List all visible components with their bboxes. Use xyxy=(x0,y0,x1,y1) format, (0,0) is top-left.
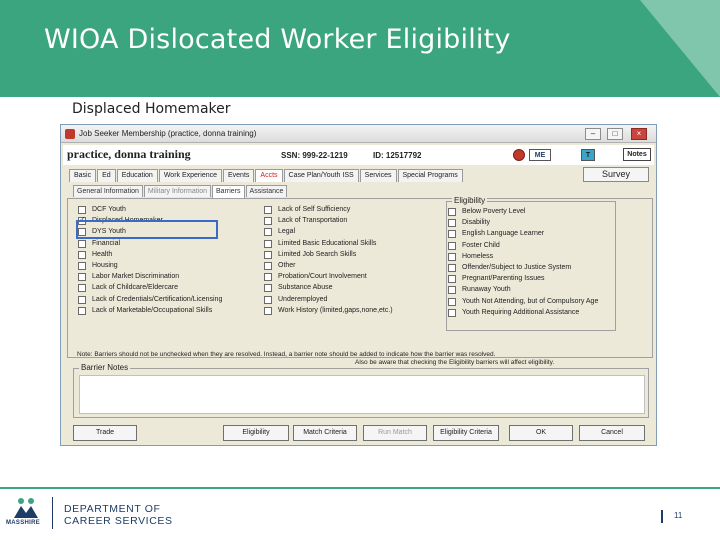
checkbox-label: Pregnant/Parenting Issues xyxy=(462,275,545,283)
checkbox-label: Lack of Self Sufficiency xyxy=(278,206,351,213)
ok-button[interactable]: OK xyxy=(509,425,573,441)
note-line-2: Also be aware that checking the Eligibility barriers will affect eligibility. xyxy=(355,359,555,366)
top-tabs xyxy=(69,169,464,183)
header-corner-decoration xyxy=(640,0,720,97)
cancel-button[interactable]: Cancel xyxy=(579,425,645,441)
tab-military-information[interactable]: Military Information xyxy=(144,185,211,197)
department-line-1: DEPARTMENT OF xyxy=(64,503,161,515)
window-titlebar[interactable] xyxy=(61,125,656,143)
barriers-panel xyxy=(67,198,653,358)
checkbox-label: Homeless xyxy=(462,252,494,260)
checkbox-label: Underemployed xyxy=(278,295,328,303)
checkbox[interactable] xyxy=(448,242,456,250)
tab-case-plan[interactable]: Case Plan/Youth ISS xyxy=(284,169,359,182)
checkbox[interactable] xyxy=(264,240,272,248)
checkbox-label: DCF Youth xyxy=(92,206,126,213)
checkbox-label: Lack of Marketable/Occupational Skills xyxy=(92,306,213,314)
checkbox[interactable] xyxy=(448,298,456,306)
tab-basic[interactable]: Basic xyxy=(69,169,96,182)
checkbox-label: Limited Basic Educational Skills xyxy=(278,239,377,247)
checkbox-label: English Language Learner xyxy=(462,230,545,238)
checkbox-label: Other xyxy=(278,262,296,269)
checkbox-label: Housing xyxy=(92,262,118,269)
checkbox-label: Health xyxy=(92,250,113,258)
sub-tabs xyxy=(73,185,288,198)
app-icon xyxy=(65,129,75,139)
tab-barriers[interactable]: Barriers xyxy=(212,185,245,198)
slide-subtitle: Displaced Homemaker xyxy=(72,101,231,117)
checkbox[interactable] xyxy=(448,253,456,261)
checkbox-label: Lack of Childcare/Eldercare xyxy=(92,284,178,292)
header-band xyxy=(0,0,720,97)
checkbox[interactable] xyxy=(78,206,86,214)
tab-ed[interactable]: Ed xyxy=(97,169,116,182)
survey-button[interactable]: Survey xyxy=(583,167,649,182)
checkbox[interactable] xyxy=(264,206,272,214)
membership-window xyxy=(60,124,657,446)
checkbox[interactable] xyxy=(448,208,456,216)
checkbox[interactable] xyxy=(448,286,456,294)
tab-services[interactable]: Services xyxy=(360,169,397,182)
checkbox-label: Youth Requiring Additional Assistance xyxy=(462,308,580,316)
tab-special-programs[interactable]: Special Programs xyxy=(398,169,463,182)
checkbox-label: Below Poverty Level xyxy=(462,208,526,215)
run-match-button[interactable]: Run Match xyxy=(363,425,427,441)
checkbox[interactable] xyxy=(78,251,86,259)
checkbox[interactable] xyxy=(264,296,272,304)
page-number: 11 xyxy=(674,511,683,520)
note-line-1: Note: Barriers should not be unchecked when they are resolved. Instead, a barrier note should be added to indicate how the barrier was resolved. xyxy=(77,351,496,358)
checkbox[interactable] xyxy=(264,228,272,236)
checkbox[interactable] xyxy=(448,230,456,238)
trade-button[interactable]: Trade xyxy=(73,425,137,441)
checkbox-label: Labor Market Discrimination xyxy=(92,273,180,281)
checkbox[interactable] xyxy=(264,284,272,292)
checkbox[interactable] xyxy=(264,251,272,259)
tab-general-information[interactable]: General Information xyxy=(73,185,143,197)
highlight-box xyxy=(76,220,218,239)
client-header xyxy=(63,145,654,165)
flag-t[interactable]: T xyxy=(581,149,595,161)
eligibility-criteria-button[interactable]: Eligibility Criteria xyxy=(433,425,499,441)
button-row xyxy=(73,425,653,441)
checkbox[interactable] xyxy=(78,240,86,248)
checkbox-label: Lack of Credentials/Certification/Licensing xyxy=(92,295,223,303)
barrier-notes-label: Barrier Notes xyxy=(81,363,129,372)
checkbox[interactable] xyxy=(78,307,86,315)
checkbox[interactable] xyxy=(448,275,456,283)
checkbox[interactable] xyxy=(264,273,272,281)
page-number-bar xyxy=(661,510,663,523)
eligibility-legend: Eligibility xyxy=(454,196,486,205)
checkbox-label: Runaway Youth xyxy=(462,286,511,294)
window-title: Job Seeker Membership (practice, donna training) xyxy=(79,129,257,138)
tab-assistance[interactable]: Assistance xyxy=(246,185,288,197)
checkbox-label: Offender/Subject to Justice System xyxy=(462,264,572,271)
tab-events[interactable]: Events xyxy=(223,169,254,182)
checkbox[interactable] xyxy=(448,219,456,227)
flag-me[interactable]: ME xyxy=(529,149,551,161)
checkbox-label: Displaced Homemaker xyxy=(92,217,163,225)
ssn-value: SSN: 999-22-1219 xyxy=(281,151,348,160)
barrier-notes-input[interactable] xyxy=(79,375,645,414)
checkbox-label: Limited Job Search Skills xyxy=(278,250,357,258)
checkbox[interactable] xyxy=(264,307,272,315)
checkbox-label: Foster Child xyxy=(462,241,500,249)
checkbox-label: Substance Abuse xyxy=(278,284,333,292)
checkbox[interactable] xyxy=(448,309,456,317)
checkbox[interactable] xyxy=(78,284,86,292)
checkbox-label: Probation/Court Involvement xyxy=(278,273,367,281)
checkbox-label: Legal xyxy=(278,228,296,236)
checkbox-label: DYS Youth xyxy=(92,228,126,236)
checkbox[interactable] xyxy=(78,296,86,304)
tab-work-experience[interactable]: Work Experience xyxy=(159,169,222,182)
maximize-button[interactable]: □ xyxy=(607,128,623,140)
checkbox-label: Financial xyxy=(92,239,121,247)
checkbox-label: Youth Not Attending, but of Compulsory Age xyxy=(462,297,599,305)
department-line-2: CAREER SERVICES xyxy=(64,515,173,527)
id-value: ID: 12517792 xyxy=(373,151,422,160)
checkbox-label: Disability xyxy=(462,219,491,227)
minimize-button[interactable]: – xyxy=(585,128,601,140)
checkbox[interactable] xyxy=(78,262,86,270)
checkbox-label: Lack of Transportation xyxy=(278,217,348,225)
checkbox[interactable] xyxy=(264,262,272,270)
client-name: practice, donna training xyxy=(67,147,191,161)
checkbox[interactable] xyxy=(78,273,86,281)
checkbox-label: Work History (limited,gaps,none,etc.) xyxy=(278,306,393,314)
notes-button[interactable]: Notes xyxy=(623,148,651,161)
slide-title: WIOA Dislocated Worker Eligibility xyxy=(44,24,511,55)
tab-education[interactable]: Education xyxy=(117,169,158,182)
stop-icon[interactable] xyxy=(513,149,525,161)
match-criteria-button[interactable]: Match Criteria xyxy=(293,425,357,441)
masshire-logo-text: MASSHIRE xyxy=(6,520,41,526)
barrier-note xyxy=(77,351,617,367)
close-button[interactable]: × xyxy=(631,128,647,140)
logo-divider xyxy=(52,497,53,529)
eligibility-button[interactable]: Eligibility xyxy=(223,425,289,441)
footer-divider xyxy=(0,487,720,489)
checkbox[interactable] xyxy=(264,217,272,225)
checkbox[interactable] xyxy=(448,264,456,272)
tab-accts[interactable]: Accts xyxy=(255,169,282,182)
